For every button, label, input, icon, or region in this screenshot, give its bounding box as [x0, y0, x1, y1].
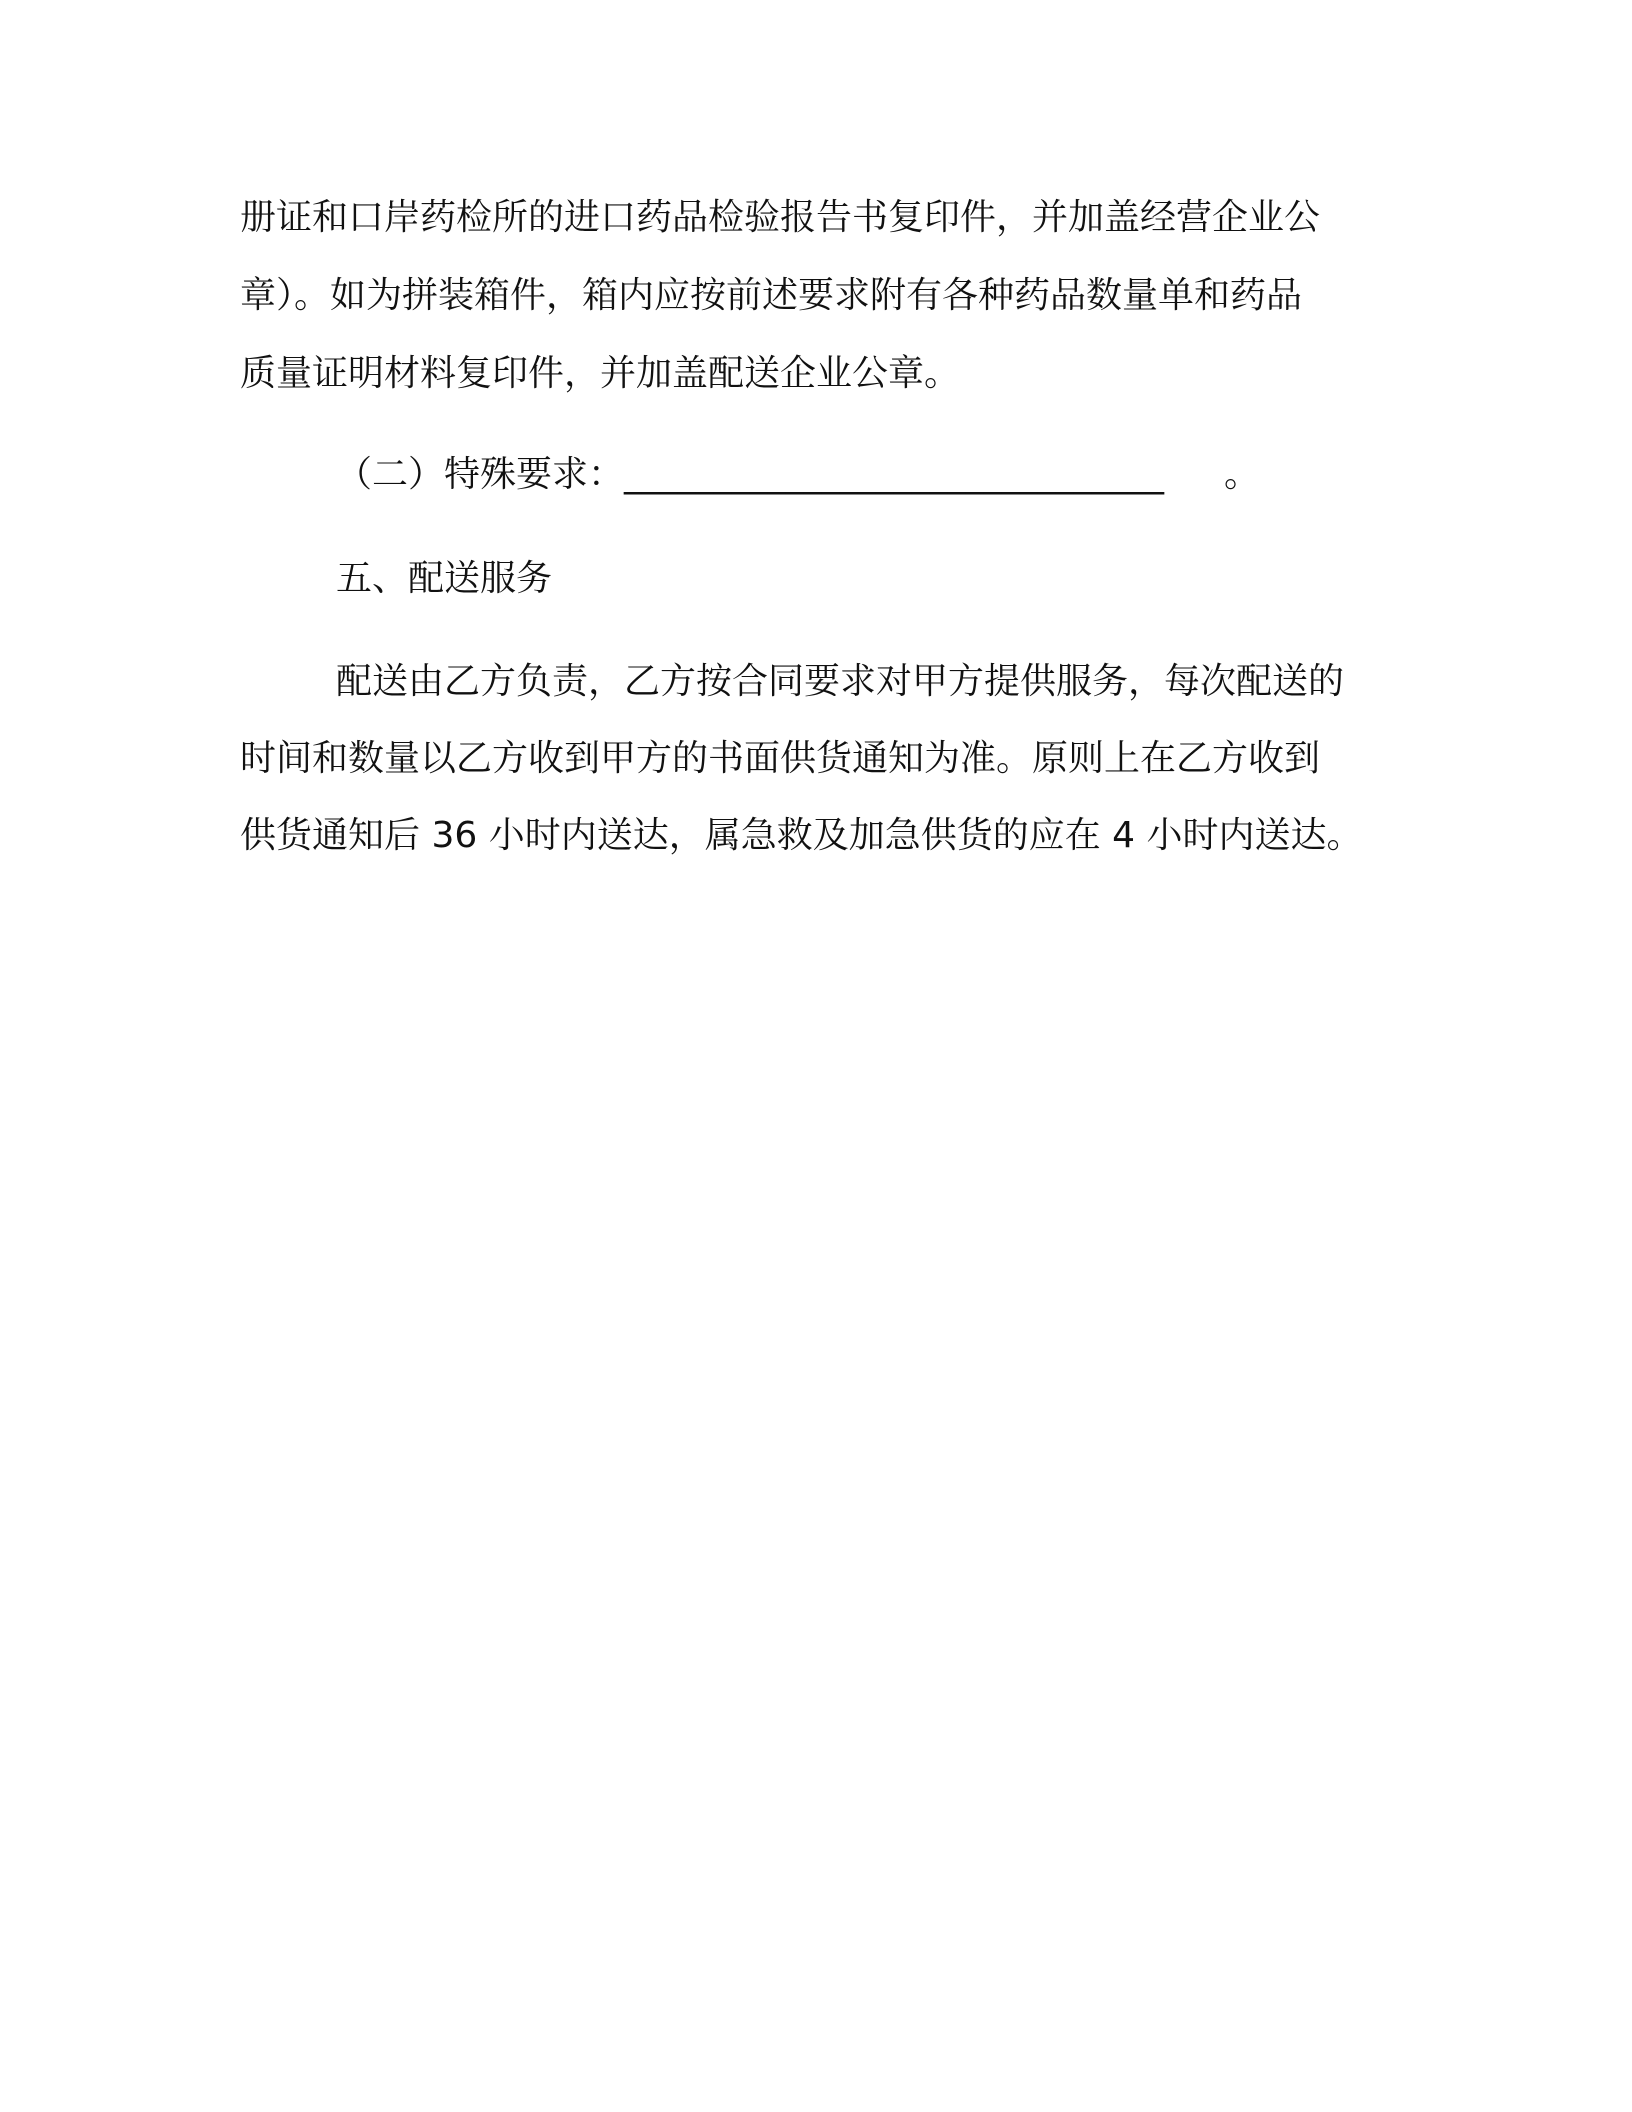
paragraph-line: 时间和数量以乙方收到甲方的书面供货通知为准。原则上在乙方收到: [240, 738, 1321, 779]
special-requirements-label: （二）特殊要求：: [336, 454, 625, 495]
section-heading: 五、配送服务: [336, 558, 553, 599]
paragraph-line: 章）。如为拼装箱件，箱内应按前述要求附有各种药品数量单和药品: [240, 275, 1303, 316]
paragraph-line: 配送由乙方负责，乙方按合同要求对甲方提供服务，每次配送的: [336, 661, 1345, 702]
paragraph-line: 供货通知后 36 小时内送达，属急救及加急供货的应在 4 小时内送达。: [240, 815, 1363, 856]
fill-in-blank: ______________________________: [624, 454, 1165, 495]
paragraph-line: 质量证明材料复印件，并加盖配送企业公章。: [240, 353, 961, 394]
special-requirements-line: [336, 453, 1260, 497]
paragraph-line: 册证和口岸药检所的进口药品检验报告书复印件，并加盖经营企业公: [240, 197, 1321, 238]
sentence-end: 。: [1224, 454, 1261, 495]
